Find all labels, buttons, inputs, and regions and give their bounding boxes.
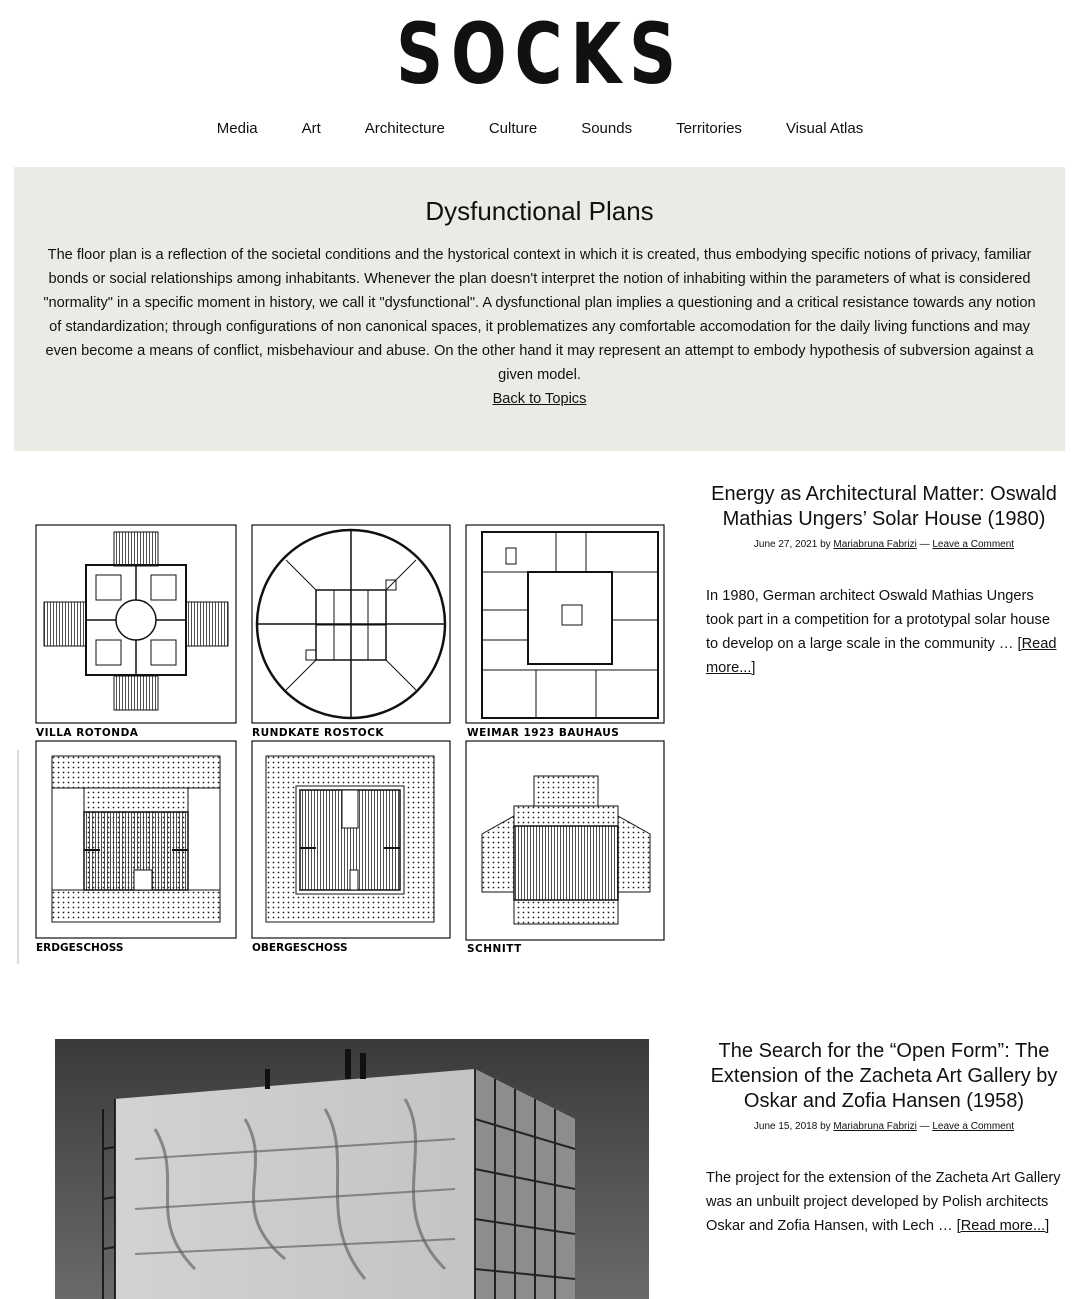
nav-architecture[interactable]: Architecture [364, 120, 445, 137]
nav-visual-atlas[interactable]: Visual Atlas [785, 120, 864, 137]
post-1-excerpt-text: In 1980, German architect Oswald Mathias Ungers took part in a competition for a prototypal solar house to develop on a large scale in the community … [706, 588, 1050, 652]
gallery-building-photo [55, 1039, 649, 1299]
post-2-excerpt [706, 1166, 1062, 1238]
post-2-title[interactable]: The Search for the “Open Form”: The Extension of the Zacheta Art Gallery by Oskar and Zofia Hansen (1958) [710, 1040, 1058, 1112]
post-2-meta [706, 1120, 1062, 1134]
nav-media[interactable]: Media [216, 120, 258, 137]
plan-label-weimar-bauhaus: WEIMAR 1923 BAUHAUS [467, 727, 620, 739]
plan-erdgeschoss [36, 741, 236, 938]
post-2-excerpt-text: The project for the extension of the Zacheta Art Gallery was an unbuilt project developed by Polish architects Oskar and Zofia Hansen, with Lech … [706, 1170, 1061, 1234]
topic-description-text: The floor plan is a reflection of the societal conditions and the hystorical context in which it is created, thus embodying specific notions of privacy, familiar bonds or social relationships among inhabitants. Whenever the plan doesn't interpret the notion of inhabiting within the parameters of what is considered "normality" in a specific moment in history, we call it "dysfunctional". A dysfunctional plan implies a questioning and a critical resistance towards any notion of standardization; through configurations of non canonical spaces, it problematizes any comfortable accomodation for the daily living functions and may even become a means of conflict, misbehaviour and abuse. On the other hand it may represent an attempt to embody hypothesis of subversion against a given model. [43, 247, 1036, 383]
post-1-by: by [820, 539, 831, 550]
plan-rundkate-rostock [252, 525, 450, 723]
topic-description [38, 243, 1041, 411]
post-1-excerpt [706, 584, 1062, 680]
plan-label-erdgeschoss: ERDGESCHOSS [36, 942, 124, 954]
plan-weimar-bauhaus [466, 525, 664, 723]
post-2 [706, 1039, 1062, 1238]
post-1-author-link[interactable]: Mariabruna Fabrizi [833, 539, 917, 550]
nav-territories[interactable]: Territories [676, 120, 742, 137]
plan-schnitt [466, 741, 664, 940]
post-2-comment-link[interactable]: Leave a Comment [932, 1121, 1015, 1132]
post-2-by: by [820, 1121, 831, 1132]
plan-obergeschoss [252, 741, 450, 938]
post-2-read-more[interactable]: [Read more...] [956, 1218, 1050, 1234]
plan-label-obergeschoss: OBERGESCHOSS [252, 942, 348, 954]
nav-sounds[interactable]: Sounds [581, 120, 633, 137]
post-1-image[interactable] [16, 520, 668, 964]
nav-culture[interactable]: Culture [488, 120, 538, 137]
back-to-topics-link[interactable]: Back to Topics [492, 391, 587, 407]
post-2-author-link[interactable]: Mariabruna Fabrizi [833, 1121, 917, 1132]
post-2-date: June 15, 2018 [753, 1121, 818, 1132]
post-1-date: June 27, 2021 [753, 539, 818, 550]
topic-header [14, 167, 1065, 451]
plan-label-villa-rotonda: VILLA ROTONDA [36, 727, 139, 739]
post-1-title[interactable]: Energy as Architectural Matter: Oswald Mathias Ungers’ Solar House (1980) [711, 483, 1057, 530]
nav-art[interactable]: Art [301, 120, 321, 137]
post-1-read-more[interactable]: [Read more...] [706, 636, 1057, 676]
topic-title: Dysfunctional Plans [425, 196, 654, 226]
main-nav [0, 119, 1080, 139]
post-1-meta [706, 538, 1062, 552]
site-logo[interactable]: SOCKS [396, 5, 684, 103]
plan-label-schnitt: SCHNITT [467, 943, 522, 955]
post-1-meta-sep: — [919, 539, 930, 550]
post-1-comment-link[interactable]: Leave a Comment [932, 539, 1015, 550]
plan-label-rundkate-rostock: RUNDKATE ROSTOCK [252, 727, 385, 739]
post-2-meta-sep: — [919, 1121, 930, 1132]
post-1 [706, 482, 1062, 680]
post-2-image[interactable] [55, 1039, 649, 1299]
plan-villa-rotonda [36, 525, 236, 723]
floor-plans-illustration [16, 520, 668, 964]
